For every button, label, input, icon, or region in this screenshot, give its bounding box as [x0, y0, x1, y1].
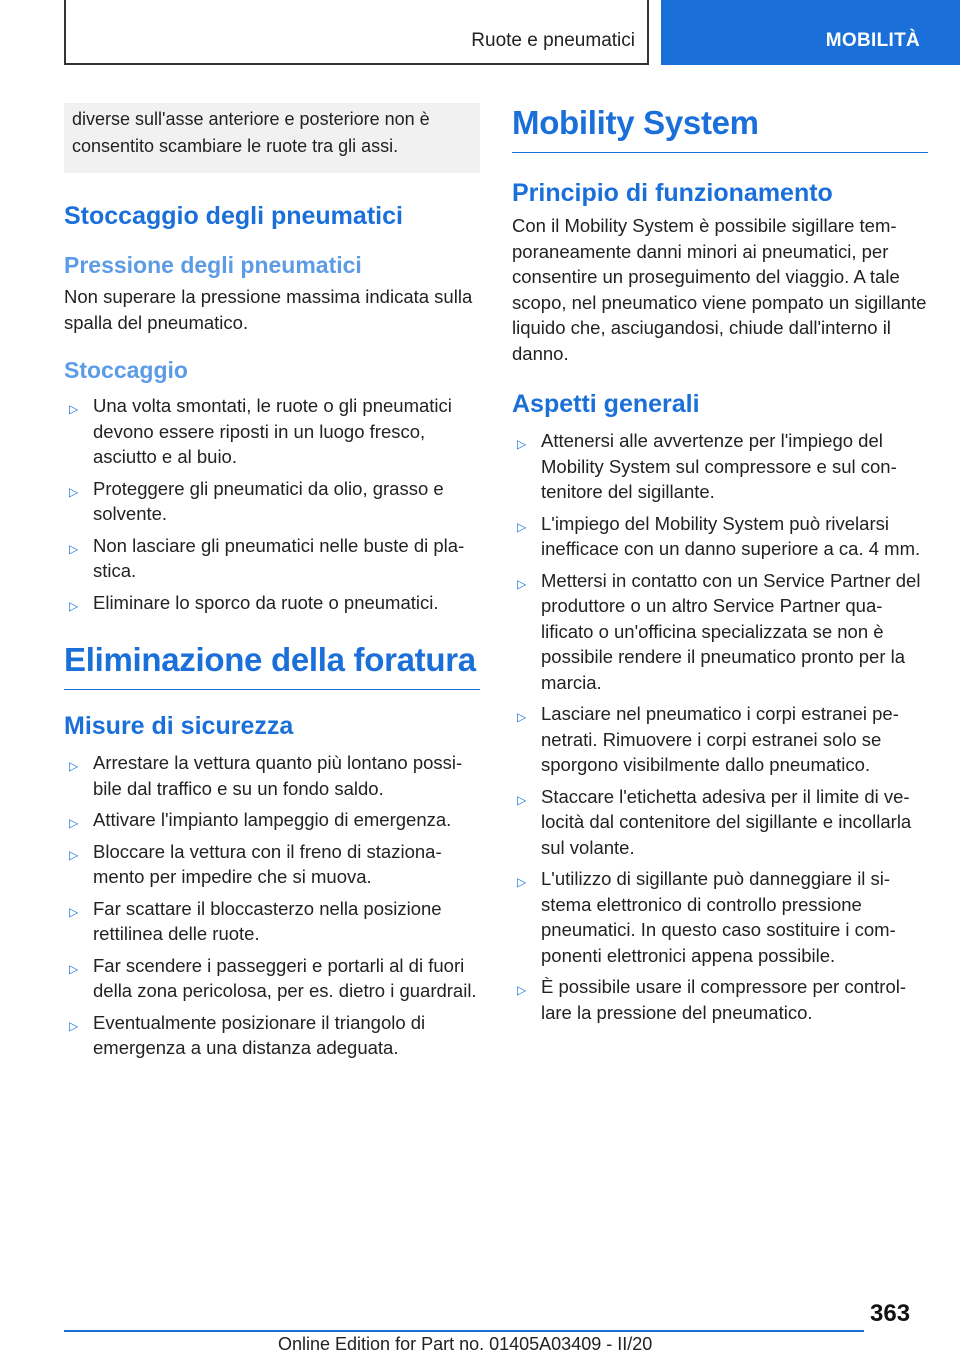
triangle-bullet-icon: ▷ [517, 710, 527, 724]
list-item: ▷ Mettersi in contatto con un Service Partner del produttore o un altro Service Partner qualificato o un'officina specializzata se non è possibile rendere il pneumatico pronto per la marcia. [517, 569, 921, 693]
footer-edition: Online Edition for Part no. 01405A03409 - II/20 [278, 1334, 653, 1354]
triangle-bullet-icon: ▷ [69, 961, 79, 976]
note-text: diverse sull'asse anteriore e posteriore non è consentito scambiare le ruote tra gli assi. [72, 109, 430, 156]
triangle-bullet-icon: ▷ [517, 983, 527, 997]
list-item: ▷ Lasciare nel pneumatico i corpi estranei penetrati. Rimuovere i corpi estranei solo se sporgono visibilmente dallo pneumatico. [517, 703, 899, 775]
list-item: ▷ Far scendere i passeggeri e portarli al di fuori della zona pericolosa, per es. dietro i guardrail. [69, 954, 477, 1001]
list-item: ▷ Arrestare la vettura quanto più lontano possibile dal traffico e su un fondo saldo. [69, 752, 463, 799]
section-tab-label: MOBILITÀ [825, 30, 920, 51]
pressure-heading: Pressione degli pneumatici [64, 252, 362, 278]
storage-heading: Stoccaggio degli pneumatici [64, 202, 403, 230]
right-column [512, 103, 928, 1031]
principle-heading: Principio di funzionamento [512, 179, 833, 207]
list-item: ▷ Una volta smontati, le ruote o gli pneumatici devono essere riposti in un luogo fresco, asciutto e al buio. [69, 395, 452, 467]
header-chapter-box [64, 0, 649, 65]
triangle-bullet-icon: ▷ [69, 816, 79, 830]
triangle-bullet-icon: ▷ [69, 598, 79, 613]
triangle-bullet-icon: ▷ [69, 484, 79, 499]
triangle-bullet-icon: ▷ [69, 904, 79, 919]
triangle-bullet-icon: ▷ [517, 792, 527, 807]
list-item: ▷ Eliminare lo sporco da ruote o pneumatici. [64, 590, 480, 616]
list-item: ▷ Staccare l'etichetta adesiva per il limite di velocità dal contenitore del sigillante e incollarla sul volante. [517, 785, 912, 858]
triangle-bullet-icon: ▷ [517, 576, 527, 591]
page-number: 363 [870, 1300, 911, 1327]
mobility-heading: Mobility System [512, 103, 928, 153]
triangle-bullet-icon: ▷ [517, 875, 527, 889]
pressure-text: Non superare la pressione massima indicata sulla spalla del pneumatico. [64, 286, 473, 333]
list-item: ▷ Non lasciare gli pneumatici nelle buste di plastica. [69, 534, 465, 581]
list-item: ▷ Attivare l'impianto lampeggio di emergenza. [64, 807, 480, 833]
footer-divider [64, 1330, 864, 1332]
stoccaggio-heading: Stoccaggio [64, 357, 188, 383]
general-list [512, 428, 928, 1025]
list-item: ▷ Far scattare il bloccasterzo nella posizione rettilinea delle ruote. [69, 897, 442, 944]
note-box [64, 103, 480, 173]
safety-heading: Misure di sicurezza [64, 712, 294, 740]
puncture-heading: Eliminazione della foratura [64, 640, 480, 690]
left-column [64, 103, 480, 1067]
general-heading: Aspetti generali [512, 390, 700, 418]
list-item: ▷ Attenersi alle avvertenze per l'impiego del Mobility System sul compressore e sul contenitore del sigillante. [517, 430, 897, 502]
list-item: ▷ È possibile usare il compressore per controllare la pressione del pneumatico. [517, 976, 907, 1023]
list-item: ▷ Proteggere gli pneumatici da olio, grasso e solvente. [69, 477, 444, 524]
section-tab[interactable] [661, 0, 960, 65]
chapter-title: Ruote e pneumatici [471, 30, 635, 51]
triangle-bullet-icon: ▷ [69, 759, 79, 773]
list-item: ▷ Bloccare la vettura con il freno di stazionamento per impedire che si muova. [69, 840, 442, 887]
triangle-bullet-icon: ▷ [517, 437, 527, 451]
storage-list [64, 393, 480, 615]
triangle-bullet-icon: ▷ [69, 402, 79, 416]
principle-text: Con il Mobility System è possibile sigillare temporaneamente danni minori ai pneumatici, per consentire un proseguimento del viaggio. A tale scopo, nel pneumatico viene pompato un sigillante liquido che, asciugandosi, chiude dall'interno il danno. [512, 215, 927, 364]
triangle-bullet-icon: ▷ [69, 1018, 79, 1033]
list-item: ▷ Eventualmente posizionare il triangolo di emergenza a una distanza adeguata. [69, 1011, 426, 1058]
triangle-bullet-icon: ▷ [517, 519, 527, 534]
list-item: ▷ L'impiego del Mobility System può rivelarsi inefficace con un danno superiore a ca. 4 mm. [517, 512, 921, 559]
list-item: ▷ L'utilizzo di sigillante può danneggiare il sistema elettronico di controllo pressione pneumatici. In questo caso sostituire i componenti elettronici appena possibile. [517, 868, 896, 966]
triangle-bullet-icon: ▷ [69, 541, 79, 556]
safety-list [64, 750, 480, 1061]
triangle-bullet-icon: ▷ [69, 847, 79, 862]
